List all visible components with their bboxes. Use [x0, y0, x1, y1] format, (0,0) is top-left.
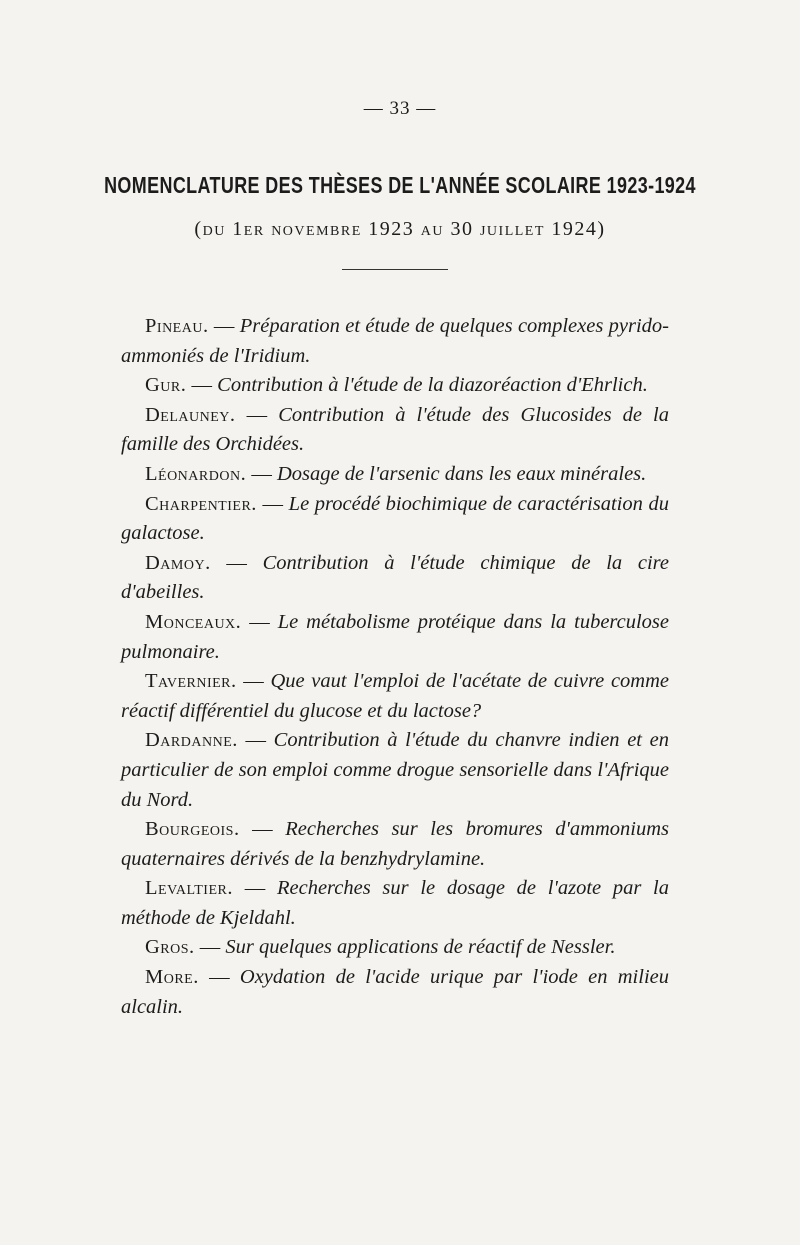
- entry-dash: —: [239, 818, 286, 841]
- thesis-entry: [121, 490, 669, 549]
- thesis-title: Sur quelques applications de réactif de Nessler.: [225, 936, 616, 959]
- thesis-author: Bourgeois.: [145, 818, 240, 841]
- thesis-title: Recherches sur le dosage de l'azote par la méthode de Kjeldahl.: [121, 877, 669, 929]
- thesis-entry: [121, 549, 669, 608]
- thesis-entry: [121, 815, 669, 874]
- thesis-author: Gros.: [145, 936, 195, 959]
- thesis-entry: [121, 963, 669, 1022]
- page-title: NOMENCLATURE DES THÈSES DE L'ANNÉE SCOLAIRE 1923-1924: [104, 172, 696, 198]
- thesis-author: Dardanne.: [145, 729, 238, 752]
- thesis-entry: [121, 667, 669, 726]
- entry-dash: —: [235, 403, 279, 426]
- entry-dash: —: [246, 462, 277, 485]
- thesis-title: Contribution à l'étude de la diazoréaction d'Ehrlich.: [217, 374, 648, 397]
- thesis-entry: [121, 608, 669, 667]
- page-subtitle: (du 1er novembre 1923 au 30 juillet 1924): [194, 218, 606, 240]
- entry-dash: —: [198, 966, 240, 989]
- entry-dash: —: [233, 877, 277, 900]
- entry-dash: —: [256, 492, 289, 515]
- thesis-title: Contribution à l'étude des Glucosides de la famille des Orchidées.: [121, 403, 669, 456]
- thesis-title: Dosage de l'arsenic dans les eaux minérales.: [276, 462, 647, 485]
- thesis-title: Le procédé biochimique de caractérisation du galactose.: [121, 492, 669, 545]
- entry-dash: —: [208, 315, 240, 337]
- thesis-author: Léonardon.: [145, 462, 247, 485]
- thesis-entry: [121, 312, 669, 371]
- entry-dash: —: [210, 551, 263, 574]
- separator-rule: [342, 269, 448, 270]
- thesis-entry: [121, 371, 669, 401]
- thesis-entry: [121, 460, 669, 490]
- thesis-author: Levaltier.: [145, 877, 233, 900]
- thesis-author: Gur.: [145, 374, 187, 397]
- entry-dash: —: [236, 670, 271, 693]
- thesis-title: Oxydation de l'acide urique par l'iode en milieu alcalin.: [121, 966, 669, 1018]
- thesis-title: Le métabolisme protéique dans la tuberculose pulmonaire.: [121, 610, 670, 663]
- thesis-author: Charpentier.: [145, 492, 257, 515]
- thesis-title: Recherches sur les bromures d'ammoniums quaternaires dérivés de la benzhydrylamine.: [121, 818, 670, 870]
- thesis-list: [121, 312, 669, 1022]
- entry-dash: —: [194, 936, 226, 959]
- thesis-title: Que vaut l'emploi de l'acétate de cuivre comme réactif différentiel du glucose et du lactose?: [121, 670, 670, 722]
- thesis-title: Préparation et étude de quelques complexes pyrido-ammoniés de l'Iridium.: [121, 315, 669, 367]
- thesis-author: Pineau.: [145, 315, 209, 337]
- thesis-author: Monceaux.: [145, 610, 242, 633]
- thesis-title: Contribution à l'étude du chanvre indien et en particulier de son emploi comme drogue sensorielle dans l'Afrique du Nord.: [121, 729, 669, 811]
- page-number: — 33 —: [363, 98, 437, 119]
- thesis-title: Contribution à l'étude chimique de la cire d'abeilles.: [121, 551, 669, 604]
- thesis-entry: [121, 726, 669, 815]
- entry-dash: —: [186, 374, 218, 397]
- thesis-author: Damoy.: [145, 551, 211, 574]
- thesis-author: Delauney.: [145, 403, 236, 426]
- thesis-author: Tavernier.: [145, 670, 237, 693]
- thesis-entry: [121, 933, 669, 963]
- thesis-entry: [121, 401, 669, 460]
- entry-dash: —: [241, 610, 278, 633]
- thesis-author: More.: [145, 966, 199, 989]
- thesis-entry: [121, 874, 669, 933]
- entry-dash: —: [237, 729, 274, 752]
